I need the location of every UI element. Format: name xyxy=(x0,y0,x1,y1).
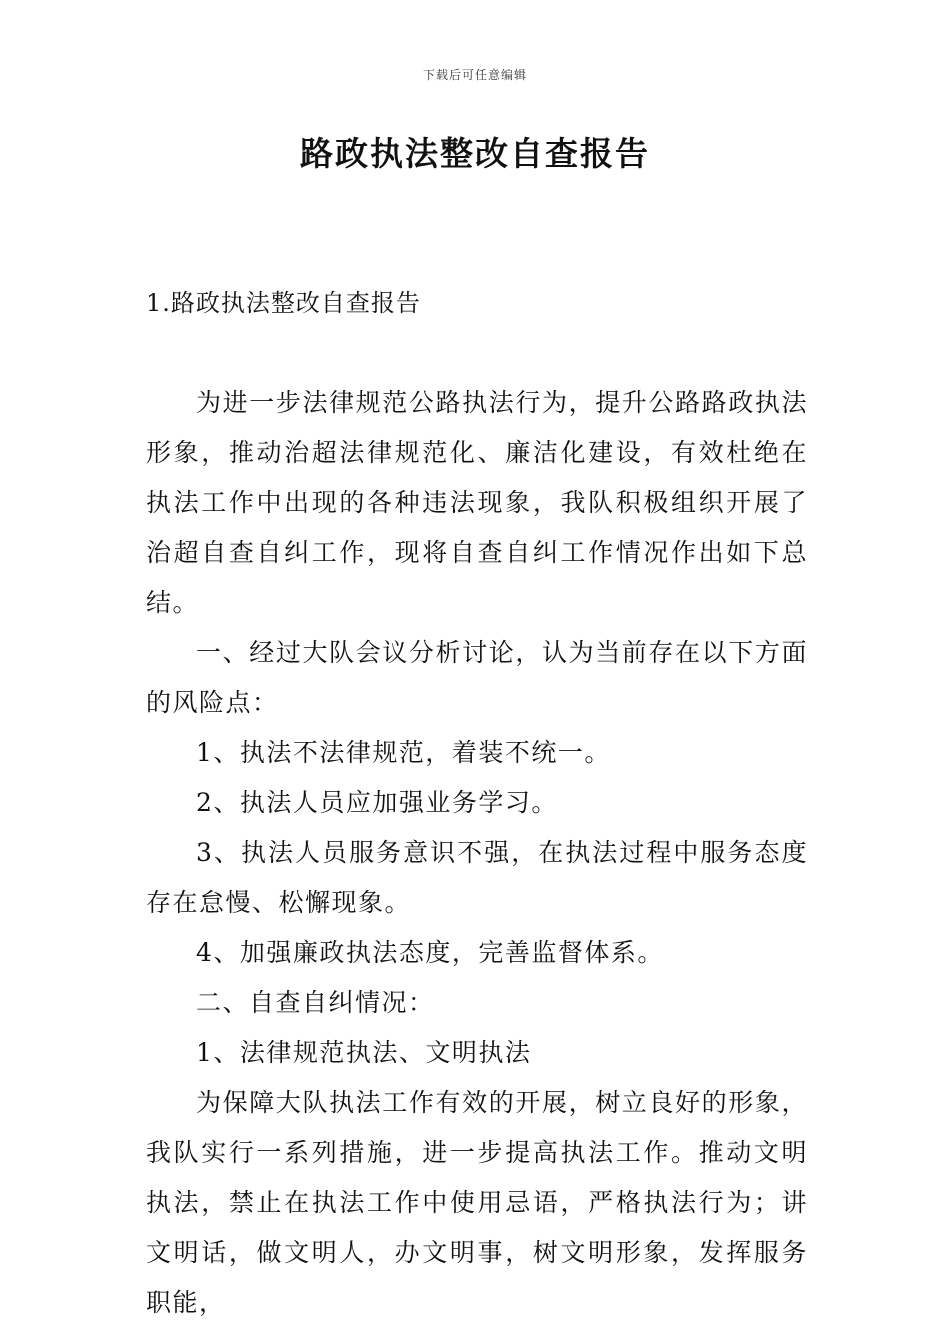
paragraph-risk-3: 3、执法人员服务意识不强，在执法过程中服务态度存在怠慢、松懈现象。 xyxy=(146,838,808,917)
paragraph-risk-4: 4、加强廉政执法态度，完善监督体系。 xyxy=(196,938,664,967)
paragraph-risk-heading: 一、经过大队会议分析讨论，认为当前存在以下方面的风险点： xyxy=(146,638,808,717)
section-heading: 1.路政执法整改自查报告 xyxy=(146,289,421,317)
header-note: 下载后可任意编辑 xyxy=(422,68,527,82)
paragraph-intro: 为进一步法律规范公路执法行为，提升公路路政执法形象，推动治超法律规范化、廉洁化建设，有效杜绝在执法工作中出现的各种违法现象，我队积极组织开展了治超自查自纠工作，现将自查自纠工作情况作出如下总结。 xyxy=(146,388,808,617)
document-title: 路政执法整改自查报告 xyxy=(300,134,650,173)
paragraph-risk-2: 2、执法人员应加强业务学习。 xyxy=(196,788,558,817)
paragraph-risk-1: 1、执法不法律规范，着装不统一。 xyxy=(196,738,611,767)
paragraph-self-check-heading: 二、自查自纠情况： xyxy=(196,988,435,1017)
document-body xyxy=(146,378,808,1328)
paragraph-measures: 为保障大队执法工作有效的开展，树立良好的形象，我队实行一系列措施，进一步提高执法工作。推动文明执法，禁止在执法工作中使用忌语，严格执法行为；讲文明话，做文明人，办文明事，树文明形象，发挥服务职能， xyxy=(146,1088,808,1317)
paragraph-subheading-1: 1、法律规范执法、文明执法 xyxy=(196,1038,532,1067)
